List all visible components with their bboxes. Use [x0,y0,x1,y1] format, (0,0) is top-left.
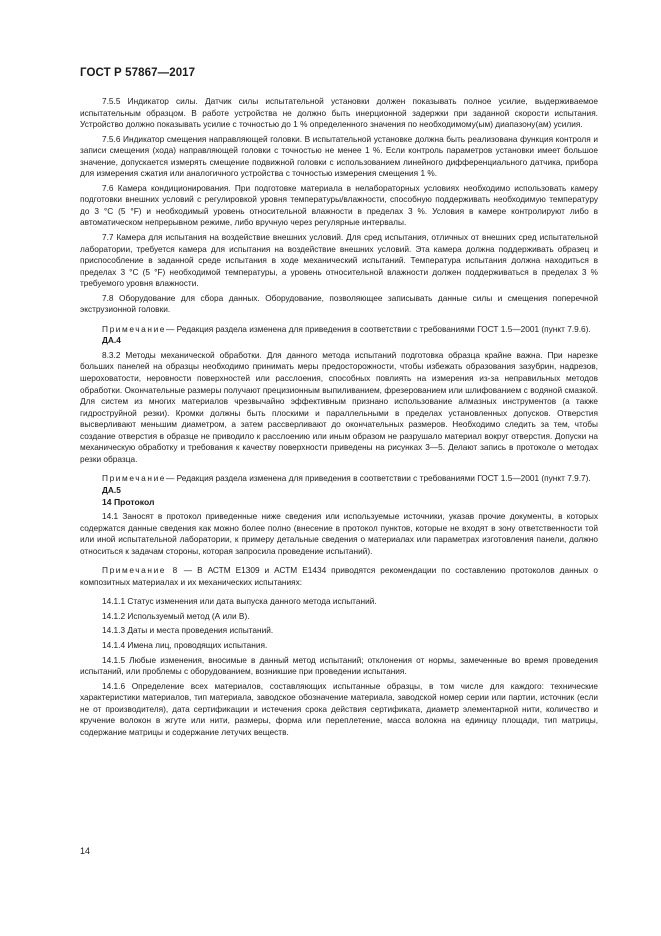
note-1 [80,324,598,336]
section-title-protocol: 14 Протокол [102,496,155,507]
annex-label-da4: ДА.4 [102,335,121,346]
paragraph-14-1: 14.1 Заносят в протокол приведенные ниже сведения или используемые источники, указав прочие документы, в которых содержатся данные сведения как можно более полно (внесение в протокол пунктов, которые не входят в зону ответственности той или иной испытательной лаборатории, к примеру детальные сведения о материалах или параметрах изготовления панели, должно относиться к задачам стороны, которая запросила проведение испытаний). [80,511,598,556]
note-8 [80,565,598,588]
list-item-14-1-6: 14.1.6 Определение всех материалов, составляющих испытанные образцы, в том числе для каждого: технические характеристики материалов, тип материала, заводское обозначение материала, заводской номер серии или партии, источник (если не от производителя), дата сертификации и истечения срока действия сертификата, диаметр элементарной нити, количество и кручение волокон в жгуте или нити, размеры, форма или переплетение, масса волокна на единицу площади, тип матрицы, содержание матрицы и содержание летучих веществ. [80,680,598,737]
note-2-text: — Редакция раздела изменена для приведения в соответствии с требованиями ГОСТ 1.5—2001 (пункт 7.9.7). [166,473,591,484]
document-header: ГОСТ Р 57867—2017 [80,67,196,79]
list-item-14-1-2: 14.1.2 Используемый метод (А или В). [102,610,250,621]
paragraph-7-5-6: 7.5.6 Индикатор смещения направляющей головки. В испытательной установке должна быть реализована функция контроля и записи смещения (хода) направляющей головки с точностью не менее 1 %. Если контроль параметров установки имеет большое значение, допускается измерять смещение подвижной головки с использованием линейного дифференциального датчика, прибора для измерения сжатия или аналогичного устройства с точностью измерения смещения 1 %. [80,133,598,179]
list-item-14-1-4: 14.1.4 Имена лиц, проводящих испытания. [102,639,268,650]
paragraph-7-6: 7.6 Камера кондиционирования. При подготовке материала в нелабораторных условиях необходимо использовать камеру подготовки внешних условий с регулировкой уровня температуры/влажности, способную поддерживать необходимую температуру до 3 °С (5 °F) и необходимый уровень относительной влажности в пределах 3 %. Условия в камере контролируют либо в автоматическом непрерывном режиме, либо вручную через регулярные интервалы. [80,182,598,228]
list-item-14-1-3: 14.1.3 Даты и места проведения испытаний. [102,625,274,636]
document-body [80,96,598,738]
paragraph-7-8: 7.8 Оборудование для сбора данных. Оборудование, позволяющее записывать данные силы и смещения поперечной экструзионной головки. [80,292,598,315]
annex-label-da5: ДА.5 [102,484,121,495]
list-item-14-1-5: 14.1.5 Любые изменения, вносимые в данный метод испытаний; отклонения от нормы, замеченные во время проведения испытаний, или проблемы с оборудованием, возникшие при проведении испытания. [80,654,598,677]
paragraph-7-5-5: 7.5.5 Индикатор силы. Датчик силы испытательной установки должен показывать полное усилие, выдерживаемое испытательным образцом. В работе устройства не должно быть инерционной задержки при заданной скорости испытания. Устройство должно показывать усилие с точностью до 1 % определенного значения по необходимому(ым) диапазону(ам) усилия. [80,96,598,130]
note-8-text: — В АСТМ Е1309 и АСТМ Е1434 приводятся рекомендации по составлению протоколов данных о композитных материалах и их механических испытаниях: [80,565,598,587]
note-8-label: Примечание 8 [102,565,179,576]
paragraph-7-7: 7.7 Камера для испытания на воздействие внешних условий. Для сред испытания, отличных от внешних сред испытательной лаборатории, требуется камера для испытания на воздействие внешних условий. Эта камера должна поддерживать образец и приспособление в заданной среде испытания в ходе механический испытаний. Температура испытания должна находиться в пределах 3 °С (5 °F) необходимой температуры, а уровень относительной влажности должен поддерживаться в пределах 3 % требуемого уровня влажности. [80,232,598,289]
note-2-label: Примечание [102,473,167,484]
note-2 [80,473,598,485]
page-number: 14 [80,846,91,856]
paragraph-8-3-2: 8.3.2 Методы механической обработки. Для данного метода испытаний подготовка образца крайне важна. При нарезке больших панелей на образцы необходимо принимать меры предосторожности, чтобы избежать образования зазубрин, надрезов, шероховатости, неровности поверхностей или расслоения, способных повлиять на измерения из-за неправильных методов обработки. Окончательные размеры получают прецизионным выпиливанием, фрезерованием или шлифованием с водяной смазкой. Для систем из многих материалов чрезвычайно эффективным признано использование алмазных инструментов (а также гидроструйной резки). Кромки должны быть плоскими и параллельными в пределах установленных допусков. Отверстия высверливают меньшим диаметром, а затем рассверливают до окончательных размеров. Необходимо следить за тем, чтобы создание отверстия в образце не приводило к расслоению или иным образом не разрушало материал вокруг отверстия. Допуски на механическую обработку и требования к качеству поверхности приведены на рисунках 3—5. Делают запись в протоколе о методах резки образца. [80,349,598,464]
note-1-label: Примечание [102,323,167,334]
note-1-text: — Редакция раздела изменена для приведения в соответствии с требованиями ГОСТ 1.5—2001 (пункт 7.9.6). [166,323,591,334]
list-item-14-1-1: 14.1.1 Статус изменения или дата выпуска данного метода испытаний. [102,596,377,607]
